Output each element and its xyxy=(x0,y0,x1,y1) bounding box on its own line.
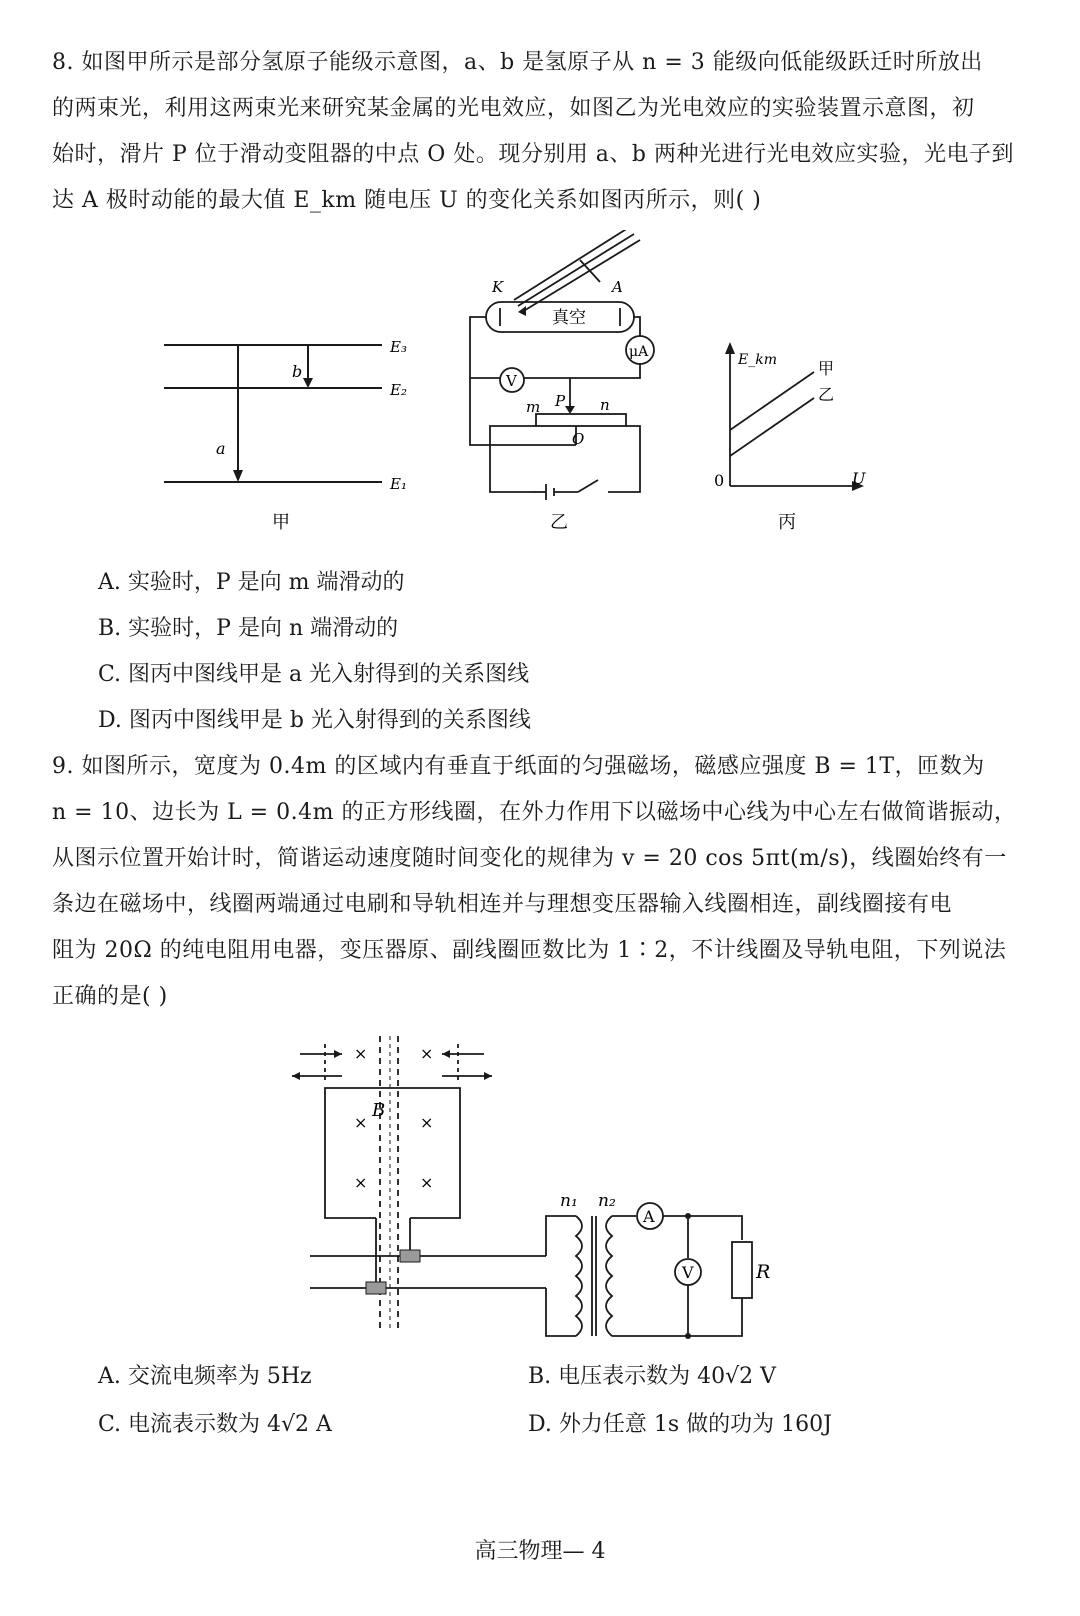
q8-line-1: 8. 如图甲所示是部分氢原子能级示意图，a、b 是氢原子从 n = 3 能级向低能级跃迁时所放出 xyxy=(52,50,983,75)
label-ammeter: A xyxy=(643,1207,655,1226)
label-line-yi: 乙 xyxy=(818,385,835,404)
graph-line-jia xyxy=(730,372,814,430)
label-e3: E₃ xyxy=(390,338,407,356)
q8-line-4: 达 A 极时动能的最大值 E_km 随电压 U 的变化关系如图丙所示，则( ) xyxy=(52,188,762,213)
q8-option-c: C. 图丙中图线甲是 a 光入射得到的关系图线 xyxy=(98,662,530,687)
label-u: U xyxy=(852,469,866,488)
q9-line-5: 阻为 20Ω 的纯电阻用电器，变压器原、副线圈匝数比为 1∶2，不计线圈及导轨电阻，下列说法 xyxy=(52,938,1007,963)
q8-line-3: 始时，滑片 P 位于滑动变阻器的中点 O 处。现分别用 a、b 两种光进行光电效应实验，光电子到 xyxy=(52,142,1014,167)
q9-line-6: 正确的是( ) xyxy=(52,984,168,1009)
label-a: a xyxy=(216,439,226,458)
caption-jia: 甲 xyxy=(272,512,290,533)
label-r: R xyxy=(756,1261,771,1283)
rheostat xyxy=(536,414,626,426)
brush-upper xyxy=(400,1250,420,1262)
label-p: P xyxy=(555,392,566,410)
q8-option-a: A. 实验时，P 是向 m 端滑动的 xyxy=(98,570,405,595)
caption-bing: 丙 xyxy=(778,512,796,533)
label-ekm: E_km xyxy=(738,352,777,368)
label-n2: n₂ xyxy=(598,1191,616,1211)
label-n1: n₁ xyxy=(560,1191,578,1211)
field-cross-3: × xyxy=(354,1113,368,1132)
label-b: b xyxy=(292,362,303,381)
field-cross-4: × xyxy=(420,1113,434,1132)
field-cross-2: × xyxy=(420,1044,434,1063)
label-voltmeter: V xyxy=(506,372,517,390)
q9-option-d: D. 外力任意 1s 做的功为 160J xyxy=(528,1412,832,1437)
q9-option-b: B. 电压表示数为 40√2 V xyxy=(528,1364,777,1389)
coil-square xyxy=(325,1088,460,1218)
q9-line-3: 从图示位置开始计时，简谐运动速度随时间变化的规律为 v = 20 cos 5πt(m/s)，线圈始终有一 xyxy=(52,846,1007,871)
label-k: K xyxy=(492,278,504,296)
q8-line-2: 的两束光，利用这两束光来研究某金属的光电效应，如图乙为光电效应的实验装置示意图，初 xyxy=(52,96,975,121)
label-b-field: B xyxy=(372,1100,386,1121)
resistor-r xyxy=(732,1242,752,1298)
figure-yi-apparatus xyxy=(460,230,670,540)
primary-coil xyxy=(576,1216,582,1336)
q8-option-d: D. 图丙中图线甲是 b 光入射得到的关系图线 xyxy=(98,708,531,733)
label-e1: E₁ xyxy=(390,475,407,493)
q8-option-b: B. 实验时，P 是向 n 端滑动的 xyxy=(98,616,399,641)
label-e2: E₂ xyxy=(390,381,407,399)
label-vacuum: 真空 xyxy=(552,308,586,328)
secondary-coil xyxy=(606,1216,612,1336)
label-o: O xyxy=(572,430,585,448)
figure-q9-circuit xyxy=(280,1030,800,1350)
label-line-jia: 甲 xyxy=(818,359,835,378)
label-anode: A xyxy=(612,278,623,296)
q9-line-2: n = 10、边长为 L = 0.4m 的正方形线圈，在外力作用下以磁场中心线为中心左右做简谐振动， xyxy=(52,800,1017,825)
graph-line-yi xyxy=(730,398,814,456)
q9-line-4: 条边在磁场中，线圈两端通过电刷和导轨相连并与理想变压器输入线圈相连，副线圈接有电 xyxy=(52,892,953,917)
q9-option-a: A. 交流电频率为 5Hz xyxy=(98,1364,312,1389)
label-microammeter: μA xyxy=(629,344,649,360)
brush-lower xyxy=(366,1282,386,1294)
page-footer: 高三物理— 4 xyxy=(474,1539,606,1564)
label-n: n xyxy=(600,396,610,414)
figure-bing-graph xyxy=(706,338,886,538)
label-m: m xyxy=(526,398,541,416)
field-cross-1: × xyxy=(354,1044,368,1063)
q9-option-c: C. 电流表示数为 4√2 A xyxy=(98,1412,332,1437)
field-cross-5: × xyxy=(354,1173,368,1192)
figure-jia-energy-levels xyxy=(150,300,430,540)
field-cross-6: × xyxy=(420,1173,434,1192)
label-origin: 0 xyxy=(714,471,725,490)
caption-yi: 乙 xyxy=(550,512,568,533)
label-voltmeter-q9: V xyxy=(682,1263,694,1282)
q9-line-1: 9. 如图所示，宽度为 0.4m 的区域内有垂直于纸面的匀强磁场，磁感应强度 B = 1T，匝数为 xyxy=(52,754,985,779)
